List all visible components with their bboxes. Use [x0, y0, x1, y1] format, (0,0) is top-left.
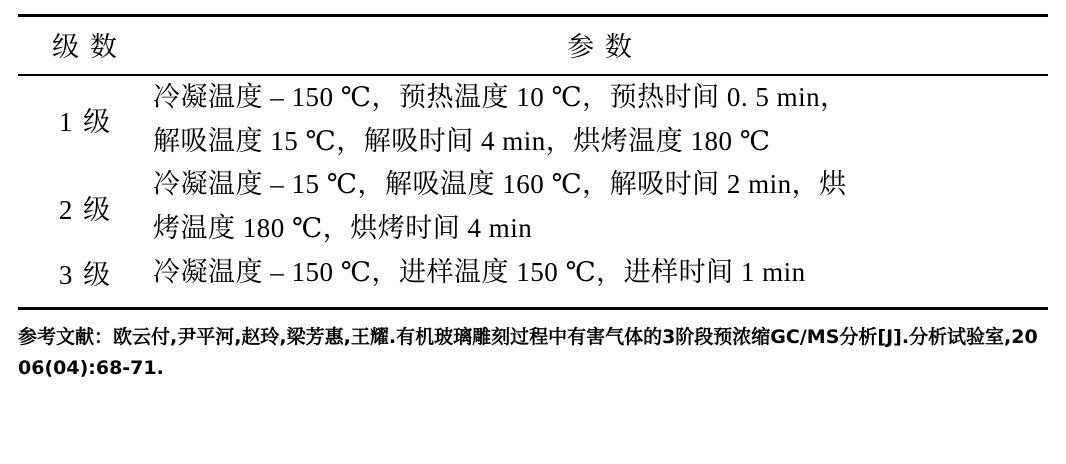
parameter-line: 冷凝温度 – 15 ℃，解吸温度 160 ℃，解吸时间 2 min，烘 [153, 169, 847, 200]
reference-text: 参考文献：欧云付,尹平河,赵玲,梁芳惠,王耀.有机玻璃雕刻过程中有害气体的3阶段预浓缩GC/MS分析[J].分析试验室,2006(04):68-71. [18, 325, 1038, 380]
cell-parameters [153, 163, 1048, 250]
document-page [0, 14, 1066, 464]
parameters-table [18, 14, 1048, 295]
cell-level: 1 级 [18, 75, 153, 163]
column-header-level: 级 数 [18, 16, 153, 76]
parameter-line: 冷凝温度 – 150 ℃，进样温度 150 ℃，进样时间 1 min [153, 256, 806, 287]
parameter-line: 烤温度 180 ℃，烘烤时间 4 min [153, 213, 533, 244]
table-header-row [18, 16, 1048, 76]
cell-parameters [153, 251, 1048, 295]
table-row [18, 163, 1048, 250]
parameter-line: 冷凝温度 – 150 ℃，预热温度 10 ℃，预热时间 0. 5 min， [153, 82, 848, 112]
cell-parameters [153, 75, 1048, 163]
table-row [18, 251, 1048, 295]
table-bottom-rule [18, 307, 1048, 310]
column-header-param: 参 数 [153, 16, 1048, 76]
cell-level: 3 级 [58, 260, 113, 291]
table-row [18, 75, 1048, 163]
parameter-line: 解吸温度 15 ℃，解吸时间 4 min，烘烤温度 180 ℃ [153, 125, 771, 156]
cell-level: 2 级 [58, 194, 113, 225]
